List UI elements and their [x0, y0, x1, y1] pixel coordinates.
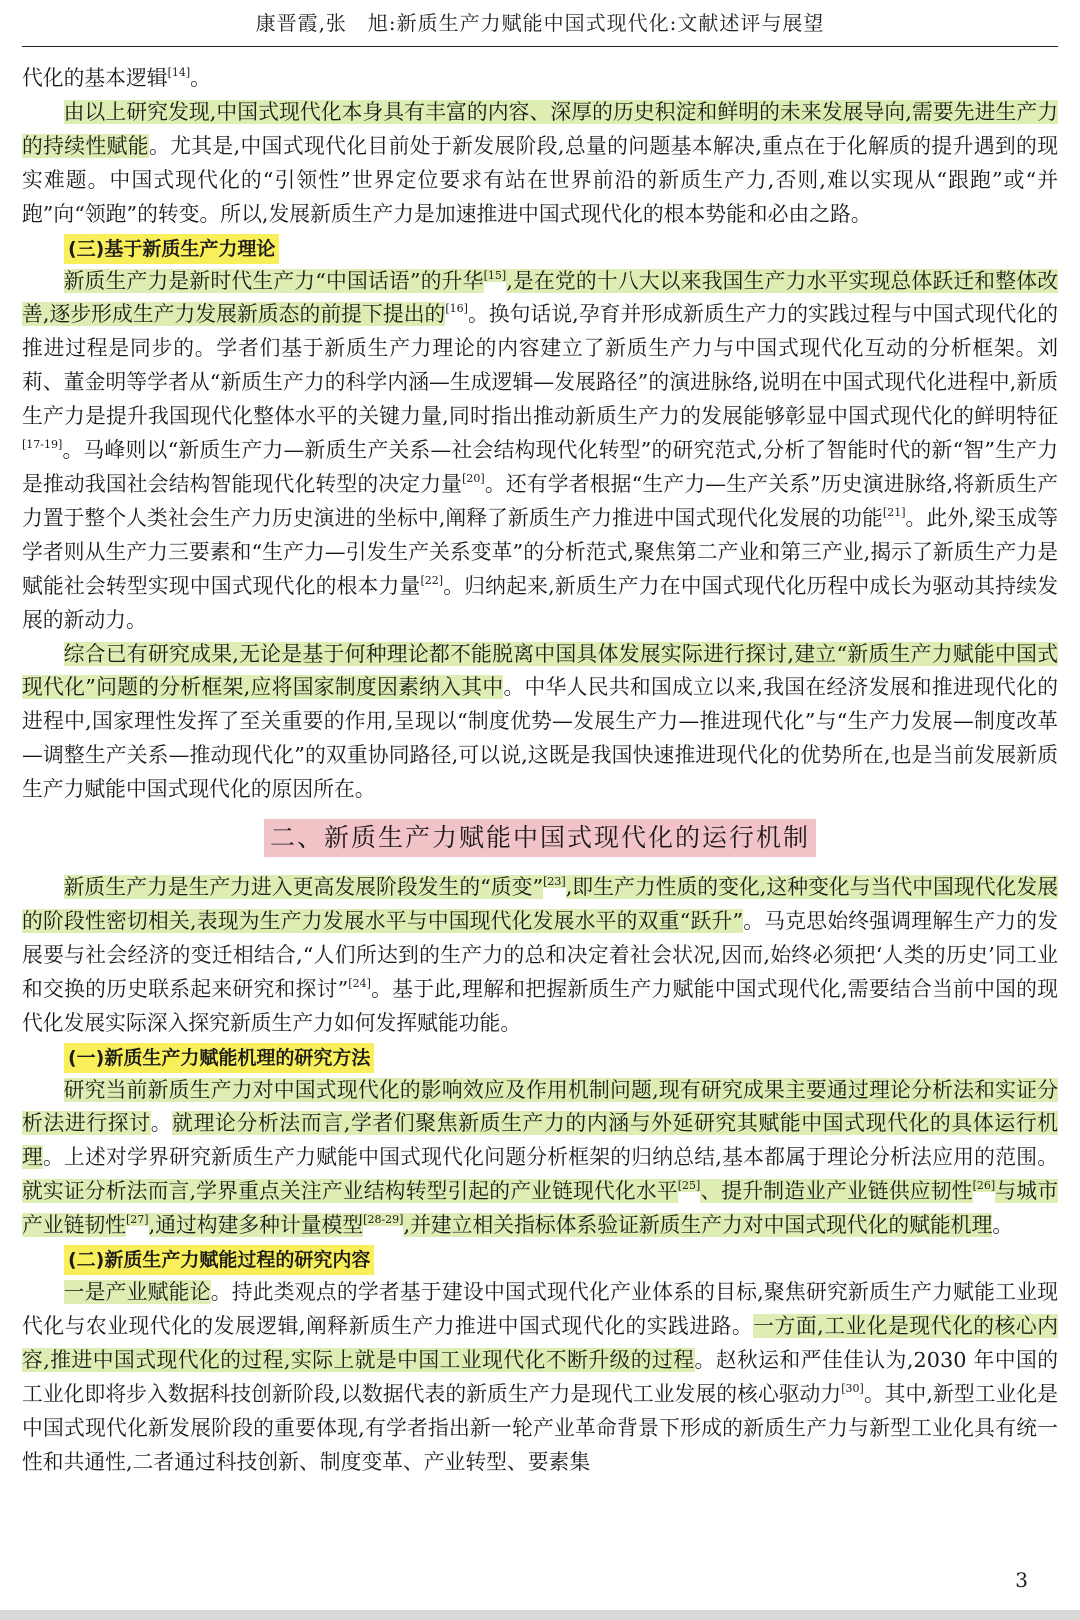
citation: [25]: [677, 1179, 701, 1193]
paragraph: [22, 871, 1058, 1041]
highlighted-text: 就实证分析法而言,学界重点关注产业结构转型引起的产业链现代化水平: [22, 1179, 678, 1204]
paragraph-text: 。尤其是,中国式现代化目前处于新发展阶段,总量的问题基本解决,重点在于化解质的提升遇到的现实难题。中国式现代化的“引领性”世界定位要求有站在世界前沿的新质生产力,否则,难以实现从“跟跑”或“并跑”向“领跑”的转变。所以,发展新质生产力是加速推进中国式现代化的根本势能和必由之路。: [22, 133, 1058, 226]
paragraph-text: 。马峰则以“新质生产力—新质生产关系—社会结构现代化转型”的研究范式,分析了智能时代的新“智”生产力是推动我国社会结构智能现代化转型的决定力量: [22, 438, 1058, 496]
highlighted-text: 与城市产业链韧性: [22, 1179, 1059, 1238]
subsection-heading-2: (二)新质生产力赋能过程的研究内容: [64, 1245, 374, 1275]
citation: [27]: [125, 1213, 149, 1227]
paragraph-text: 。中华人民共和国成立以来,我国在经济发展和推进现代化的进程中,国家理性发挥了至关重要的作用,呈现以“制度优势—发展生产力—推进现代化”与“生产力发展—制度改革—调整生产关系—推动现代化”的双重协同路径,可以说,这既是我国快速推进现代化的优势所在,也是当前发展新质生产力赋能中国式现代化的原因所在。: [22, 675, 1059, 802]
highlighted-text: ,是在党的十八大以来我国生产力水平实现总体跃迁和整体改善,逐步形成生产力发展新质态的前提下提出的: [22, 268, 1058, 327]
paragraph-text: 。其中,新型工业化是中国式现代化新发展阶段的重要体现,有学者指出新一轮产业革命背景下形成的新质生产力与新型工业化具有统一性和共通性,二者通过科技创新、制度变革、产业转型、要素集: [22, 1381, 1058, 1474]
paragraph: [22, 96, 1058, 232]
paragraph-text: 。还有学者根据“生产力—生产关系”历史演进脉络,将新质生产力置于整个人类社会生产力历史演进的坐标中,阐释了新质生产力推进中国式现代化发展的功能: [22, 471, 1059, 530]
paragraph-text: 代化的基本逻辑: [22, 66, 168, 90]
highlighted-text: 一是产业赋能论: [63, 1280, 211, 1305]
citation: [30]: [841, 1381, 864, 1395]
highlighted-text: 由以上研究发现,中国式现代化本身具有丰富的内容、深厚的历史积淀和鲜明的未来发展导向,需要先进生产力的持续性赋能: [22, 99, 1058, 158]
paragraph-text: 。: [992, 1213, 1014, 1238]
paragraph: [22, 1074, 1058, 1244]
paragraph-text: 。马克思始终强调理解生产力的发展要与社会经济的变迁相结合,“人们所达到的生产力的总和决定着社会状况,因而,始终必须把‘人类的历史’同工业和交换的历史联系起来研究和探讨”: [22, 908, 1059, 1001]
header-rule: [22, 46, 1058, 47]
paragraph-continuation: [22, 62, 1058, 96]
highlighted-text: 一方面,工业化是现代化的核心内容,推进中国式现代化的过程,实际上就是中国工业现代化不断升级的过程: [22, 1314, 1058, 1372]
paragraph-text: 。归纳起来,新质生产力在中国式现代化历程中成长为驱动其持续发展的新动力。: [22, 573, 1058, 632]
highlighted-text: ,即生产力性质的变化,这种变化与当代中国现代化发展的阶段性密切相关,表现为生产力发展水平与中国现代化发展水平的双重“跃升”: [22, 875, 1058, 933]
citation: [21]: [882, 505, 906, 519]
section-heading-wrapper: [22, 819, 1058, 857]
highlighted-text: 研究当前新质生产力对中国式现代化的影响效应及作用机制问题,现有研究成果主要通过理论分析法和实证分析法进行探讨: [22, 1077, 1058, 1136]
paragraph: [22, 638, 1058, 808]
paragraph: [22, 1276, 1058, 1479]
subsection-heading-1: (一)新质生产力赋能机理的研究方法: [64, 1043, 374, 1073]
paragraph-text: 。持此类观点的学者基于建设中国式现代化产业体系的目标,聚焦研究新质生产力赋能工业现代化与农业现代化的发展逻辑,阐释新质生产力推进中国式现代化的实践进路。: [22, 1280, 1059, 1338]
citation: [20]: [462, 471, 485, 485]
viewer-bottom-bar: [0, 1610, 1080, 1620]
citation: [17-19]: [22, 438, 63, 452]
paragraph-text: 。: [150, 1111, 173, 1136]
paragraph: [22, 265, 1058, 638]
paragraph-text: 。: [190, 66, 211, 90]
highlighted-text: ,通过构建多种计量模型: [148, 1213, 364, 1238]
paragraph-text: 。此外,梁玉成等学者则从生产力三要素和“生产力—引发生产关系变革”的分析范式,聚焦第二产业和第三产业,揭示了新质生产力是赋能社会转型实现中国式现代化的根本力量: [22, 505, 1058, 598]
highlighted-text: 就理论分析法而言,学者们聚焦新质生产力的内涵与外延研究其赋能中国式现代化的具体运行机理: [22, 1111, 1059, 1170]
highlighted-text: 新质生产力是生产力进入更高发展阶段发生的“质变”: [63, 875, 544, 900]
citation: [23]: [543, 875, 566, 889]
citation: [24]: [348, 976, 371, 990]
page-body: [22, 62, 1058, 1480]
paragraph-text: 。上述对学界研究新质生产力赋能中国式现代化问题分析框架的归纳总结,基本都属于理论分析法应用的范围。: [43, 1145, 1059, 1170]
citation: [22]: [420, 573, 444, 587]
paragraph-text: 。换句话说,孕育并形成新质生产力的实践过程与中国式现代化的推进过程是同步的。学者们基于新质生产力理论的内容建立了新质生产力与中国式现代化互动的分析框架。刘莉、董金明等学者从“新质生产力的科学内涵—生成逻辑—发展路径”的演进脉络,说明在中国式现代化进程中,新质生产力是提升我国现代化整体水平的关键力量,同时指出推动新质生产力的发展能够彰显中国式现代化的鲜明特征: [22, 302, 1059, 429]
citation: [28-29]: [363, 1213, 404, 1227]
paragraph-text: 。赵秋运和严佳佳认为,2030 年中国的工业化即将步入数据科技创新阶段,以数据代表的新质生产力是现代工业发展的核心驱动力: [22, 1347, 1059, 1406]
highlighted-text: 综合已有研究成果,无论是基于何种理论都不能脱离中国具体发展实际进行探讨,建立“新质生产力赋能中国式现代化”问题的分析框架,应将国家制度因素纳入其中: [22, 641, 1058, 700]
highlighted-text: 新质生产力是新时代生产力“中国话语”的升华: [63, 268, 484, 293]
highlighted-text: ,并建立相关指标体系验证新质生产力对中国式现代化的赋能机理: [403, 1213, 993, 1238]
citation: [14]: [167, 66, 191, 79]
paragraph-text: 。基于此,理解和把握新质生产力赋能中国式现代化,需要结合当前中国的现代化发展实际深入探究新质生产力如何发挥赋能功能。: [22, 976, 1059, 1035]
section-heading: 二、新质生产力赋能中国式现代化的运行机制: [264, 819, 816, 857]
citation: [26]: [972, 1179, 996, 1193]
citation: [15]: [483, 268, 507, 282]
page-number: 3: [1015, 1568, 1028, 1592]
citation: [16]: [445, 302, 468, 316]
highlighted-text: 、提升制造业产业链供应韧性: [700, 1179, 973, 1204]
running-header: 康晋霞,张 旭:新质生产力赋能中国式现代化:文献述评与展望: [255, 11, 825, 35]
subsection-heading-3: (三)基于新质生产力理论: [64, 234, 279, 264]
